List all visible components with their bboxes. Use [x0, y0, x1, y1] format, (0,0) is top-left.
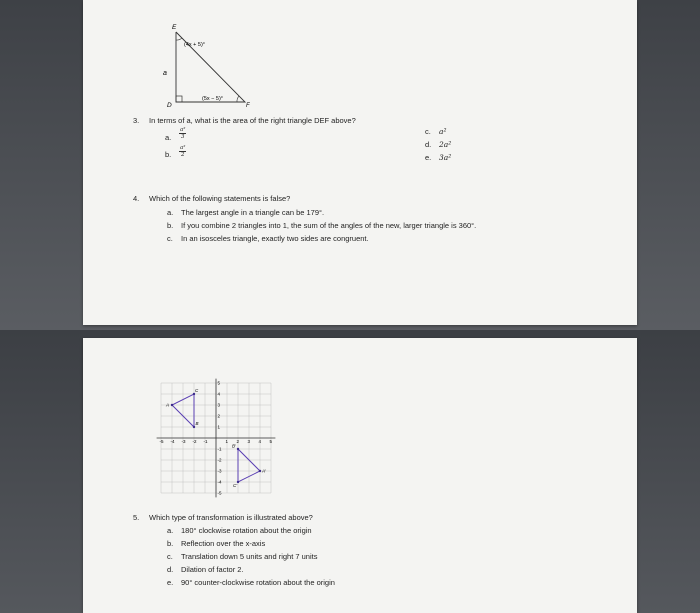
vertex-d-label: D [167, 102, 172, 109]
y-tick-label: -2 [217, 457, 222, 463]
q4-choice-c-label: c. [167, 234, 173, 243]
y-tick-label: -1 [217, 446, 222, 452]
q3-choice-b-numerator: a² [180, 145, 186, 151]
y-tick-label: -3 [217, 468, 222, 474]
coordinate-graph [151, 378, 281, 498]
side-a-label: a [163, 70, 167, 77]
point-b-prime-label: B' [232, 443, 236, 449]
q4-choice-b-label: b. [167, 221, 174, 230]
x-tick-label: 5 [269, 439, 273, 444]
q3-choice-b-denominator: 2 [180, 152, 185, 158]
q5-choice-e-label: e. [167, 578, 174, 587]
q4-question: Which of the following statements is false? [149, 194, 291, 203]
worksheet-page-2 [83, 338, 637, 613]
q5-choice-d-label: d. [167, 565, 174, 574]
x-tick-label: -5 [159, 439, 164, 444]
point-c-label: C [195, 388, 199, 393]
point-a-label: A [166, 402, 170, 408]
angle-e-label: (4x + 5)° [184, 42, 205, 48]
point-c-prime-label: C' [233, 483, 238, 488]
x-tick-label: 2 [236, 439, 240, 444]
angle-f-arc [237, 96, 239, 102]
x-tick-label: -3 [181, 439, 186, 444]
worksheet-page-1 [83, 0, 637, 325]
x-tick-label: 1 [225, 439, 229, 444]
y-tick-label: 3 [217, 402, 221, 408]
x-tick-label: -1 [203, 439, 208, 444]
vertex-point [193, 426, 195, 428]
vertex-point [237, 448, 239, 450]
q3-choice-a-numerator: a² [180, 127, 186, 133]
point-a-prime-label: A' [262, 468, 266, 474]
x-tick-label: 3 [247, 439, 251, 444]
y-tick-label: 2 [217, 413, 221, 419]
q3-choice-a-denominator: 3 [180, 134, 185, 140]
q5-choice-a-text: 180° clockwise rotation about the origin [181, 526, 312, 535]
q5-number: 5. [133, 513, 140, 522]
q3-choice-d-label: d. [425, 140, 432, 149]
vertex-point [171, 404, 173, 406]
q4-choice-a-label: a. [167, 208, 174, 217]
y-tick-label: 4 [217, 391, 221, 397]
angle-f-label: (5x − 5)° [202, 96, 223, 102]
y-tick-label: -4 [217, 479, 222, 485]
y-tick-label: 5 [217, 380, 221, 386]
vertex-point [193, 393, 195, 395]
q4-choice-a-text: The largest angle in a triangle can be 179°. [181, 208, 325, 217]
q5-choice-a-label: a. [167, 526, 174, 535]
x-tick-label: 4 [258, 439, 262, 444]
q3-choice-e-label: e. [425, 153, 432, 162]
q5-question: Which type of transformation is illustrated above? [149, 513, 313, 522]
q5-choice-d-text: Dilation of factor 2. [181, 565, 244, 574]
vertex-point [237, 481, 239, 483]
q5-choice-b-text: Reflection over the x-axis [181, 539, 266, 548]
q3-choice-b-label: b. [165, 150, 172, 159]
axes [157, 379, 276, 498]
q3-choice-a-label: a. [165, 133, 172, 142]
right-angle-marker [176, 96, 182, 102]
q5-choice-c-text: Translation down 5 units and right 7 units [181, 552, 318, 561]
q3-choice-d-value: 2a² [439, 140, 452, 149]
q3-choice-e-value: 3a² [439, 153, 452, 162]
y-tick-label: -5 [217, 490, 222, 496]
point-b-label: B [195, 421, 199, 426]
q5-choice-e-text: 90° counter-clockwise rotation about the origin [181, 578, 335, 587]
q3-choice-b-fraction [179, 145, 186, 158]
q4-choice-c-text: In an isosceles triangle, exactly two sides are congruent. [181, 234, 369, 243]
q3-choice-a-fraction [179, 127, 186, 140]
q4-number: 4. [133, 194, 140, 203]
vertex-f-label: F [246, 103, 250, 109]
angle-e-arc [176, 38, 182, 40]
q5-choice-c-label: c. [167, 552, 173, 561]
vertex-point [259, 470, 261, 472]
y-tick-label: 1 [217, 424, 221, 430]
q5-choice-b-label: b. [167, 539, 174, 548]
triangle-def-figure [148, 20, 258, 110]
q3-choice-c-value: a² [439, 127, 447, 136]
x-tick-label: -4 [170, 439, 175, 444]
q3-choice-c-label: c. [425, 127, 431, 136]
q3-number: 3. [133, 116, 140, 125]
q4-choice-b-text: If you combine 2 triangles into 1, the sum of the angles of the new, larger triangle is 360°. [181, 221, 477, 230]
vertex-e-label: E [172, 24, 177, 31]
q3-question: In terms of a, what is the area of the right triangle DEF above? [149, 116, 356, 125]
x-tick-label: -2 [192, 439, 197, 444]
